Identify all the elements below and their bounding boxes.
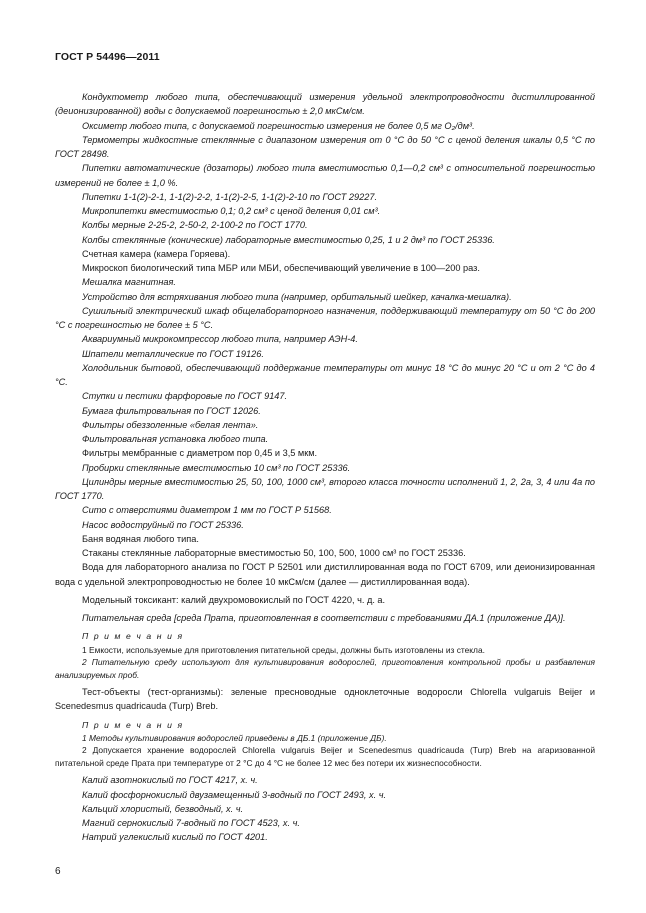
paragraph: Бумага фильтровальная по ГОСТ 12026. [82,405,261,416]
test-objects-paragraph: Тест-объекты (тест-организмы): зеленые пресноводные одноклеточные водоросли Chlorella vulgaruis Beijer и Scenedesmus quadricauda (Turp) Breb. [55,687,595,712]
note-item: 2 Допускается хранение водорослей Chlorella vulgaruis Beijer и Scenedesmus quadricauda (Turp) Breb на агаризованной питательной среде Прата при температуре от 2 °С до 4 °С не более 12 мес без потери их жизнеспособности. [55,745,595,768]
reagent-item: Калий азотнокислый по ГОСТ 4217, х. ч. [82,775,258,786]
paragraph: Мешалка магнитная. [82,277,176,288]
paragraph: Стаканы стеклянные лабораторные вместимостью 50, 100, 500, 1000 см³ по ГОСТ 25336. [82,548,466,558]
paragraph: Колбы стеклянные (конические) лабораторные вместимостью 0,25, 1 и 2 дм³ по ГОСТ 25336. [82,234,495,245]
paragraph: Сито с отверстиями диаметром 1 мм по ГОСТ Р 51568. [82,505,332,516]
paragraph: Питательная среда [среда Прата, приготовленная в соответствии с требованиями ДА.1 (приложение ДА)]. [82,613,566,623]
paragraph: Кондуктометр любого типа, обеспечивающий измерения удельной электропроводности дистиллированной (деионизированной) воды с допускаемой погрешностью ± 2,0 мкСм/см. [55,92,595,117]
paragraph: Насос водоструйный по ГОСТ 25336. [82,519,244,530]
paragraph: Модельный токсикант: калий двухромовокислый по ГОСТ 4220, ч. д. а. [82,594,386,605]
paragraph: Пробирки стеклянные вместимостью 10 см³ по ГОСТ 25336. [82,462,351,473]
reagent-item: Магний сернокислый 7-водный по ГОСТ 4523, х. ч. [82,818,300,828]
paragraph: Фильтровальная установка любого типа. [82,434,269,444]
document-body [55,90,595,845]
reagent-item: Натрий углекислый кислый по ГОСТ 4201. [82,832,268,843]
paragraph: Фильтры мембранные с диаметром пор 0,45 и 3,5 мкм. [82,448,318,459]
paragraph: Ступки и пестики фарфоровые по ГОСТ 9147. [82,391,288,402]
paragraph: Устройство для встряхивания любого типа (например, орбитальный шейкер, качалка-мешалка). [82,291,512,302]
paragraph: Термометры жидкостные стеклянные с диапазоном измерения от 0 °С до 50 °С с ценой деления шкалы 0,5 °С по ГОСТ 28498. [55,134,595,159]
note-item: 2 Питательную среду используют для культивирования водорослей, приготовления контрольной пробы и разбавления анализируемых проб. [55,657,595,680]
paragraph: Колбы мерные 2-25-2, 2-50-2, 2-100-2 по ГОСТ 1770. [82,220,308,231]
paragraph: Сушильный электрический шкаф общелабораторного назначения, поддерживающий температуру от 50 °С до 200 °С с погрешностью не более ± 5 °С. [55,305,595,330]
paragraph: Цилиндры мерные вместимостью 25, 50, 100, 1000 см³, второго класса точности исполнений 1, 2, 2а, 3, 4 или 4а по ГОСТ 1770. [55,476,595,501]
standard-header: ГОСТ Р 54496—2011 [55,51,160,63]
paragraph: Вода для лабораторного анализа по ГОСТ Р 52501 или дистиллированная вода по ГОСТ 6709, или деионизированная вода с удельной электропроводностью не более 10 мкСм/см (далее — дистиллированная вода). [55,562,595,587]
paragraph: Шпатели металлические по ГОСТ 19126. [82,348,264,359]
note-item: 1 Емкости, используемые для приготовления питательной среды, должны быть изготовлены из стекла. [82,644,485,655]
reagent-item: Калий фосфорнокислый двузамещенный 3-водный по ГОСТ 2493, х. ч. [82,789,387,800]
paragraph: Оксиметр любого типа, с допускаемой погрешностью измерения не более 0,5 мг O₂/дм³. [82,120,475,131]
paragraph: Микроскоп биологический типа МБР или МБИ, обеспечивающий увеличение в 100—200 раз. [82,263,480,273]
note-item: 1 Методы культивирования водорослей приведены в ДБ.1 (приложение ДБ). [82,732,387,743]
paragraph: Пипетки автоматические (дозаторы) любого типа вместимостью 0,1—0,2 см³ с относительной погрешностью измерений не более ± 1,0 %. [55,163,595,188]
notes-title: П р и м е ч а н и я [82,631,184,642]
paragraph: Фильтры обеззоленные «белая лента». [82,419,259,430]
paragraph: Баня водяная любого типа. [82,533,199,544]
paragraph: Холодильник бытовой, обеспечивающий поддержание температуры от минус 18 °С до минус 20 °С и от 2 °С до 4 °С. [55,362,595,387]
page-number: 6 [55,866,61,877]
paragraph: Микропипетки вместимостью 0,1; 0,2 см³ с ценой деления 0,01 см³. [82,206,381,216]
paragraph: Пипетки 1-1(2)-2-1, 1-1(2)-2-2, 1-1(2)-2-5, 1-1(2)-2-10 по ГОСТ 29227. [82,191,377,202]
paragraph: Аквариумный микрокомпрессор любого типа, например АЭН-4. [82,334,358,345]
reagent-item: Кальций хлористый, безводный, х. ч. [82,803,244,814]
paragraph: Счетная камера (камера Горяева). [82,248,231,259]
notes-title: П р и м е ч а н и я [82,719,184,730]
